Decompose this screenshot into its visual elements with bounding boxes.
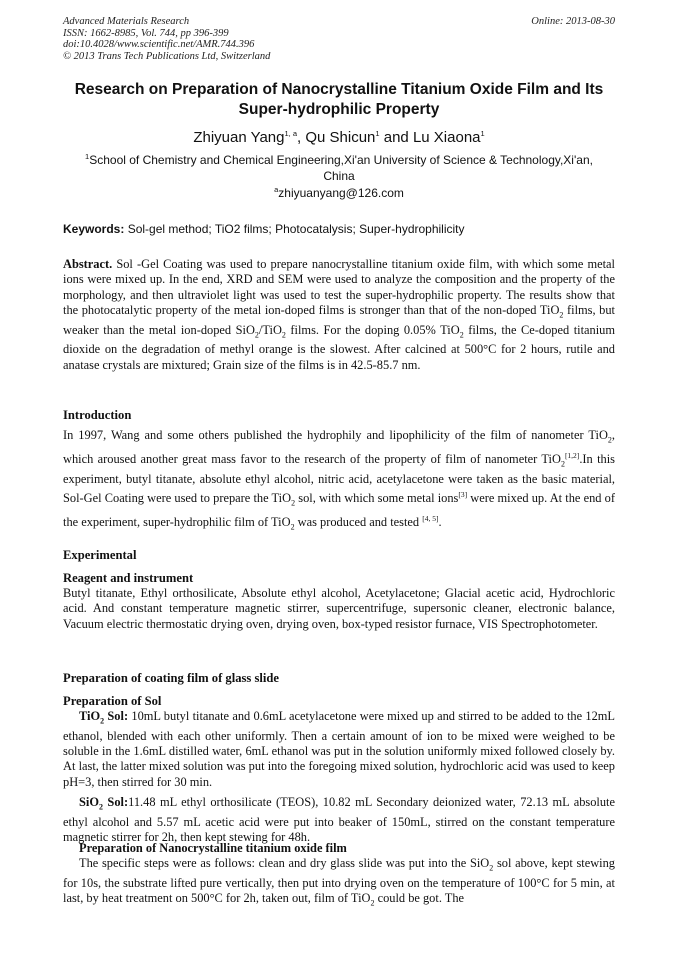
abstract (63, 257, 615, 373)
sol-heading: Preparation of Sol (63, 694, 162, 708)
abstract-label: Abstract. (63, 257, 113, 271)
sub-2: 2 (559, 310, 564, 320)
author-3-sup: 1 (480, 129, 485, 138)
sub-2: 2 (489, 863, 494, 873)
abstract-text-1: Sol -Gel Coating was used to prepare nanocrystalline titanium oxide film, with which some metal ions were mixed up. In the end, XRD and SEM were used to analyze the composition and the property of the morphology, and then ultraviolet light was used to test the super-hydrophilic property. The results show that the photocatalytic property of the metal ion-doped films is stronger than that of the non-doped TiO (63, 257, 615, 317)
citation-4-5: [4, 5] (422, 513, 439, 523)
author-3: and Lu Xiaona (379, 129, 481, 146)
sio2-sol-label (79, 795, 129, 812)
intro-text-1: In 1997, Wang and some others published the hydrophily and lipophilicity of the film of nanometer TiO (63, 428, 608, 442)
introduction-heading: Introduction (63, 408, 132, 422)
sio2-label-b: Sol: (102, 795, 129, 809)
film-text-3: could be got. The (374, 891, 465, 906)
sub-2: 2 (254, 330, 259, 340)
citation-1-2: [1,2] (564, 450, 580, 460)
author-2-sup: 1 (375, 129, 380, 138)
author-1-sup: 1, a (284, 129, 298, 138)
affiliation-line-1: School of Chemistry and Chemical Engineering,Xi'an University of Science & Technology,Xi'an, (89, 153, 593, 167)
intro-text-2: , which aroused another great mass favor to the research of the property of film of nanometer TiO (63, 428, 615, 466)
citation-3: [3] (458, 489, 468, 499)
abstract-text-5: films, the Ce-doped titanium dioxide on the degradation of methyl orange is the slowest. After calcined at 500°C for 2 hours, rutile and anatase crystals are mixtured; Grain size of the films is in 42.5-85.7 nm. (63, 322, 615, 372)
film-paragraph (63, 856, 615, 911)
keywords-label: Keywords: (63, 222, 125, 236)
issn-line: ISSN: 1662-8985, Vol. 744, pp 396-399 (63, 27, 229, 39)
keywords (63, 222, 615, 236)
intro-text-3: .In this experiment, butyl titanate, absolute ethyl alcohol, nitric acid, acetylacetone were taken as the basic material, Sol-Gel Coating were used to prepare the TiO (63, 451, 616, 506)
tio2-sol-paragraph (63, 709, 615, 790)
intro-text-6: was produced and tested (294, 514, 423, 529)
author-list (40, 124, 638, 148)
coating-heading: Preparation of coating film of glass slide (63, 671, 279, 685)
sub-2: 2 (459, 330, 464, 340)
email-line (55, 185, 623, 200)
title-line-2: Super-hydrophilic Property (238, 101, 440, 118)
sub-2: 2 (291, 498, 296, 508)
affiliation (55, 149, 623, 184)
reagent-text: Butyl titanate, Ethyl orthosilicate, Absolute ethyl alcohol, Acetylacetone; Glacial acetic acid, Hydrochloric acid. And constant temperature magnetic stirrer, supercentrifuge, supersonic cleaner, electronic balance, Vacuum electric thermostatic drying oven, drying oven, box-typed resistor furnace, VIS Spectrophotometer. (63, 586, 615, 631)
author-1: Zhiyuan Yang (193, 129, 285, 146)
abstract-text-2: films, but weaker than the metal ion-doped SiO (63, 302, 615, 337)
online-date: Online: 2013-08-30 (531, 16, 615, 27)
affiliation-sup: 1 (85, 152, 90, 161)
film-text-2: sol above, kept stewing for 10s, the substrate lifted pure vertically, then put into drying oven on the temperature of 100°C for 5 min, at last, by heat treatment on 500°C for 2h, taken out, film of TiO (63, 856, 615, 906)
experimental-heading: Experimental (63, 548, 137, 562)
sio2-label-a: SiO (79, 795, 99, 809)
journal-header (63, 16, 270, 62)
reagent-heading: Reagent and instrument (63, 571, 194, 585)
intro-text-4: sol, with which some metal ions (295, 491, 459, 506)
sub-2: 2 (370, 898, 375, 908)
copyright-line: © 2013 Trans Tech Publications Ltd, Switzerland (63, 50, 271, 62)
sub-2: 2 (281, 330, 286, 340)
title-line-1: Research on Preparation of Nanocrystalline Titanium Oxide Film and Its (74, 81, 604, 98)
intro-text-7: . (438, 514, 442, 529)
doi-line: doi:10.4028/www.scientific.net/AMR.744.396 (63, 39, 255, 50)
tio2-sol-label (79, 709, 129, 726)
sub-2: 2 (98, 802, 103, 812)
sub-2: 2 (290, 522, 295, 532)
abstract-text-3: /TiO (258, 322, 282, 337)
sio2-sol-paragraph (63, 795, 615, 845)
tio2-label-b: Sol: (104, 709, 129, 723)
film-heading: Preparation of Nanocrystalline titanium oxide film (79, 841, 347, 855)
author-2: , Qu Shicun (297, 129, 376, 146)
affiliation-line-2: China (323, 168, 355, 183)
tio2-label-a: TiO (79, 709, 101, 723)
paper-title (50, 80, 628, 120)
sub-2: 2 (607, 435, 612, 445)
intro-text-5: were mixed up. At the end of the experiment, super-hydrophilic film of TiO (63, 491, 615, 529)
sio2-sol-text: 11.48 mL ethyl orthosilicate (TEOS), 10.82 mL Secondary deionized water, 72.13 mL absolute ethyl alcohol and 5.57 mL acetic acid were put into beaker of 150mL, stirred on the constant temperature magnetic stirrer for 2h, then kept stewing for 48h. (63, 795, 615, 845)
abstract-text-4: films. For the doping 0.05% TiO (285, 322, 460, 337)
introduction-text (63, 428, 615, 535)
sub-2: 2 (560, 459, 565, 469)
sub-2: 2 (100, 716, 105, 726)
email-sup: a (274, 185, 279, 194)
email-address: zhiyuanyang@126.com (278, 186, 404, 200)
keywords-text: Sol-gel method; TiO2 films; Photocatalysis; Super-hydrophilicity (124, 222, 465, 236)
tio2-sol-text: 10mL butyl titanate and 0.6mL acetylacetone were mixed up and stirred to be added to the 12mL ethanol, blended with each other uniformly. Then a certain amount of ion to be mixed were weighed to be soluble in the 1.6mL distilled water, 6mL ethanol was put in the solution uniformly mixed followed closely by. At last, the latter mixed solution was put into the foregoing mixed solution, hydrochloric acid was used to keep pH=3, then stirred for 30 min. (63, 709, 615, 789)
film-text-1: The specific steps were as follows: clean and dry glass slide was put into the SiO (79, 856, 490, 870)
journal-name: Advanced Materials Research (63, 16, 190, 27)
